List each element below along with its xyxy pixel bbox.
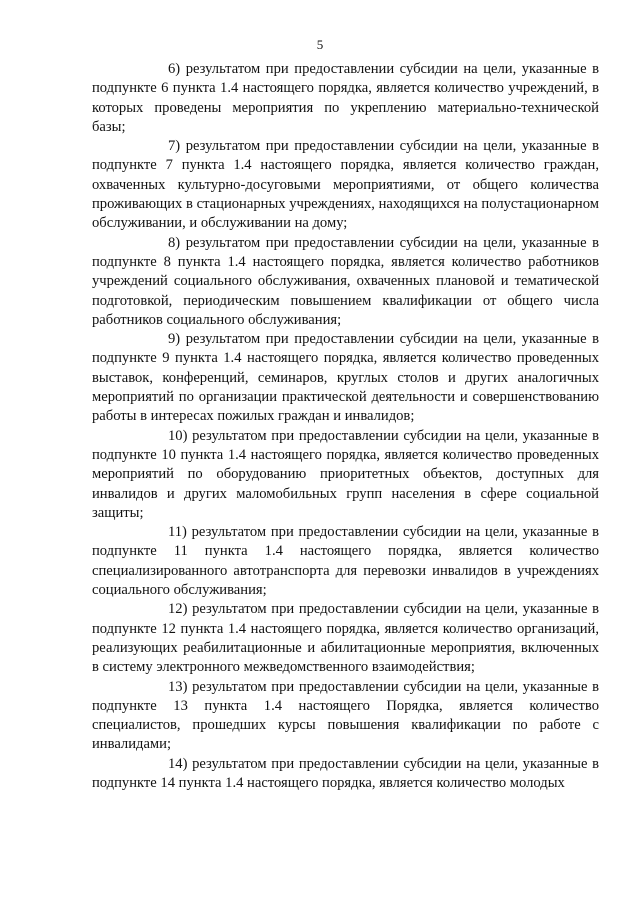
paragraph-item-8 [92,234,599,330]
paragraph-number: 6) [168,61,181,77]
paragraph-text: результатом при предоставлении субсидии на цели, указанные в подпункте 8 пункта 1.4 настоящего порядка, является количество работников учреждений социального обслуживания, охваченных плановой и тематической подготовкой, периодическим повышением квалификации от общего числа работников социального обслуживания; [92,234,599,328]
paragraph-text: результатом при предоставлении субсидии на цели, указанные в подпункте 13 пункта 1.4 настоящего Порядка, является количество специалистов, прошедших курсы повышения квалификации по работе с инвалидами; [92,678,599,753]
paragraph-number: 12) [168,601,188,618]
paragraph-text: результатом при предоставлении субсидии на цели, указанные в подпункте 10 пункта 1.4 настоящего порядка, является количество проведенных мероприятий по оборудованию приоритетных объектов, доступных для инвалидов и других маломобильных групп населения в сфере социальной защиты; [92,427,599,521]
paragraph-number: 8) [168,234,181,251]
page-number: 5 [316,37,324,52]
paragraph-item-7 [92,137,599,233]
paragraph-number: 9) [168,331,181,348]
paragraph-item-14 [92,755,599,794]
paragraph-number: 10) [168,427,188,444]
paragraph-item-10 [92,427,599,523]
paragraph-item-13 [92,678,599,755]
paragraph-text: результатом при предоставлении субсидии на цели, указанные в подпункте 9 пункта 1.4 настоящего порядка, является количество проведенных выставок, конференций, семинаров, круглых столов и других аналогичных мероприятий по организации практической деятельности и совершенствованию работы в интересах пожилых граждан и инвалидов; [92,331,599,425]
paragraph-item-11 [92,523,599,600]
paragraph-text: результатом при предоставлении субсидии на цели, указанные в подпункте 7 пункта 1.4 настоящего порядка, является количество граждан, охваченных культурно-досуговыми мероприятиями, от общего количества проживающих в стационарных учреждениях, находящихся на полустационарном обслуживании, и обслуживании на дому; [92,138,599,232]
paragraph-number: 11) [168,524,187,541]
document-body [92,60,599,793]
paragraph-item-12 [92,600,599,677]
paragraph-text: результатом при предоставлении субсидии на цели, указанные в подпункте 11 пункта 1.4 настоящего порядка, является количество специализированного автотранспорта для перевозки инвалидов в учреждениях социального обслуживания; [92,524,599,599]
paragraph-item-6 [92,60,599,137]
paragraph-number: 13) [168,678,188,695]
paragraph-number: 7) [168,138,181,155]
paragraph-text: результатом при предоставлении субсидии на цели, указанные в подпункте 14 пункта 1.4 настоящего порядка, является количество молодых [92,755,599,791]
paragraph-text: результатом при предоставлении субсидии на цели, указанные в подпункте 12 пункта 1.4 настоящего порядка, является количество организаций, реализующих реабилитационные и абилитационные мероприятия, включенных в систему электронного межведомственного взаимодействия; [92,601,599,676]
paragraph-item-9 [92,330,599,426]
paragraph-text: результатом при предоставлении субсидии на цели, указанные в подпункте 6 пункта 1.4 настоящего порядка, является количество учреждений, в которых проведены мероприятия по укреплению материально-технической базы; [92,61,599,135]
paragraph-number: 14) [168,755,188,772]
